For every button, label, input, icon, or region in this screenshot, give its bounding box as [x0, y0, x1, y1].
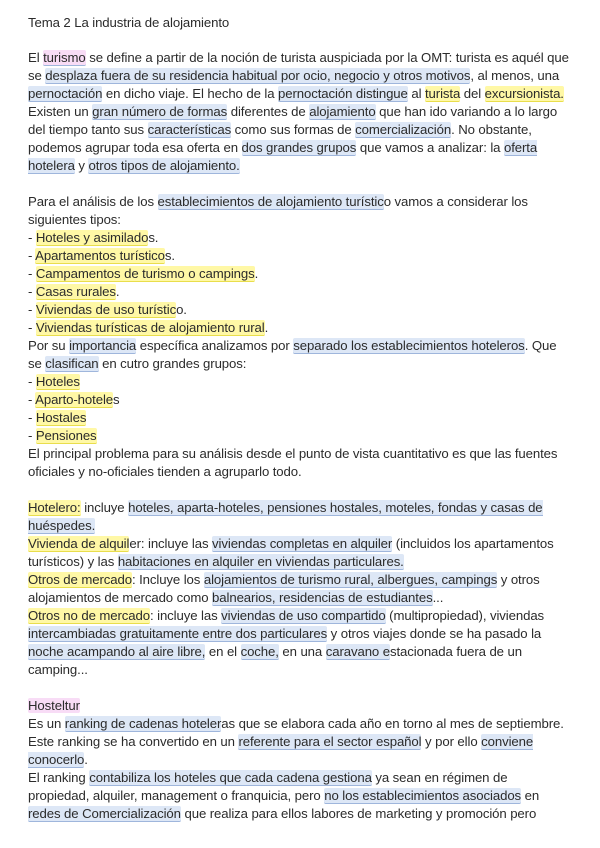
accommodation-types-list — [28, 229, 572, 337]
text: y otros alojamientos de mercado como — [28, 572, 540, 605]
bullet: - — [28, 266, 36, 281]
highlight: separado los establecimientos hoteleros — [293, 338, 525, 353]
highlight: comercialización — [355, 122, 452, 137]
text: ... — [432, 590, 444, 605]
highlight: Hostales — [35, 410, 87, 425]
hosteltur-heading — [28, 697, 572, 715]
text: que vamos a analizar: la — [356, 140, 504, 155]
highlight: alojamientos de turismo rural, albergues, campings — [203, 572, 498, 587]
text: er: incluye las — [129, 536, 213, 551]
bullet: - — [28, 284, 36, 299]
highlight: características — [147, 122, 232, 137]
highlight: Casas rurales — [35, 284, 116, 299]
text: que han ido variando a lo largo del tiempo tanto sus — [28, 104, 558, 137]
spacer — [28, 481, 572, 499]
highlight: Apartamentos turístico — [35, 248, 165, 263]
highlight: alojamiento — [309, 104, 376, 119]
text: . — [84, 752, 88, 767]
text: (incluidos los apartamentos turísticos) y las — [28, 536, 554, 569]
highlight: Vivienda de alquil — [28, 536, 130, 551]
highlight: hoteles, aparta-hoteles, pensiones hostales, moteles, fondas y casas de huéspedes. — [28, 500, 543, 533]
text: Es un — [28, 716, 65, 731]
highlight: clasifican — [45, 356, 99, 371]
text: . Que se — [28, 338, 557, 371]
highlight: Otros de mercado — [28, 572, 132, 587]
text: , al menos, una — [470, 68, 560, 83]
highlight: viviendas completas en alquiler — [212, 536, 393, 551]
highlight: dos grandes grupos — [241, 140, 357, 155]
highlight: Campamentos de turismo o campings — [35, 266, 255, 281]
highlight: pernoctación distingue — [278, 86, 408, 101]
highlight: excursionista. — [484, 86, 564, 101]
highlight: Hoteles — [35, 374, 80, 389]
text: o. — [176, 302, 187, 317]
highlight: establecimientos de alojamiento turístic — [157, 194, 384, 209]
text: y por ello — [421, 734, 482, 749]
list-item — [28, 373, 572, 391]
bullet: - — [28, 248, 36, 263]
intro-paragraph — [28, 49, 572, 175]
spacer — [28, 175, 572, 193]
highlight: Otros no de mercado — [28, 608, 150, 623]
text: (multipropiedad), viviendas — [385, 608, 545, 623]
text: o vamos a considerar los siguientes tipos: — [28, 194, 528, 227]
highlight: desplaza fuera de su residencia habitual por ocio, negocio y otros motivos — [45, 68, 471, 83]
list-item — [28, 301, 572, 319]
list-item — [28, 319, 572, 337]
highlight: viviendas de uso compartido — [221, 608, 386, 623]
text: : incluye las — [149, 608, 222, 623]
spacer — [28, 679, 572, 697]
text: . — [254, 266, 259, 281]
bullet: - — [28, 374, 36, 389]
highlight: Viviendas de uso turístic — [35, 302, 177, 317]
highlight: contabiliza los hoteles que cada cadena gestiona — [89, 770, 372, 785]
bullet: - — [28, 410, 36, 425]
text: . — [264, 320, 269, 335]
category-hotelero — [28, 499, 572, 535]
highlight: turista — [424, 86, 461, 101]
text: Por su — [28, 338, 70, 353]
list-item — [28, 247, 572, 265]
text: s. — [164, 248, 175, 263]
list-item — [28, 427, 572, 445]
highlight: otros tipos de alojamiento. — [88, 158, 240, 173]
highlight: importancia — [69, 338, 137, 353]
text: El — [28, 50, 44, 65]
text: ya sean en régimen de propiedad, alquiler, management o franquicia, pero — [28, 770, 508, 803]
highlight: no los establecimientos asociados — [324, 788, 522, 803]
bullet: - — [28, 302, 36, 317]
text: en una — [278, 644, 326, 659]
list-item — [28, 229, 572, 247]
text: en dicho viaje. El hecho de la — [102, 86, 279, 101]
text: . — [115, 284, 120, 299]
text: Existen un — [28, 104, 93, 119]
text: El ranking — [28, 770, 90, 785]
list-item — [28, 283, 572, 301]
text: s — [113, 392, 120, 407]
bullet: - — [28, 320, 36, 335]
ranking-paragraph — [28, 769, 572, 823]
text: . No obstante, podemos agrupar toda esa oferta en — [28, 122, 532, 155]
category-otros-mercado — [28, 571, 572, 607]
highlight: intercambiadas gratuitamente entre dos particulares — [28, 626, 328, 641]
text: Para el análisis de los — [28, 194, 158, 209]
highlight: Hoteles y asimilado — [35, 230, 149, 245]
text: : Incluye los — [131, 572, 204, 587]
page-title: Tema 2 La industria de alojamiento — [28, 15, 230, 30]
text: al — [407, 86, 425, 101]
list-item — [28, 265, 572, 283]
highlight: conviene conocerlo — [28, 734, 534, 767]
highlight: gran número de formas — [92, 104, 228, 119]
highlight: habitaciones en alquiler en viviendas particulares. — [117, 554, 404, 569]
text: del — [460, 86, 485, 101]
highlight: noche acampando al aire libre, — [28, 644, 206, 659]
text: y otros viajes donde se ha pasado la — [327, 626, 542, 641]
text: diferentes de — [227, 104, 310, 119]
text: incluye — [80, 500, 129, 515]
importance-paragraph — [28, 337, 572, 373]
highlight: redes de Comercialización — [28, 806, 181, 821]
bullet: - — [28, 392, 36, 407]
text: en — [521, 788, 540, 803]
bullet: - — [28, 428, 36, 443]
text: y — [74, 158, 89, 173]
highlight: Pensiones — [35, 428, 97, 443]
highlight: pernoctación — [28, 86, 103, 101]
text: como sus formas de — [231, 122, 356, 137]
category-otros-no-mercado — [28, 607, 572, 679]
highlight: referente para el sector español — [238, 734, 422, 749]
problem-paragraph: El principal problema para su análisis desde el punto de vista cuantitativo es que las fuentes oficiales y no-oficiales tienden a agruparlo todo. — [28, 446, 558, 479]
highlight: Hotelero: — [28, 500, 81, 515]
hosteltur-paragraph — [28, 715, 572, 769]
highlight: turismo — [43, 50, 86, 65]
list-item — [28, 391, 572, 409]
bullet: - — [28, 230, 36, 245]
highlight: coche, — [240, 644, 279, 659]
analysis-paragraph — [28, 193, 572, 229]
highlight: balnearios, residencias de estudiantes — [212, 590, 433, 605]
highlight: Viviendas turísticas de alojamiento rural — [35, 320, 265, 335]
highlight: Aparto-hotele — [35, 392, 114, 407]
hotel-groups-list — [28, 373, 572, 445]
text: s. — [148, 230, 159, 245]
text: que realiza para ellos labores de marketing y promoción pero — [180, 806, 537, 821]
list-item — [28, 409, 572, 427]
text: as que se elabora cada año en torno al mes de septiembre. Este ranking se ha convertido en un — [28, 716, 564, 749]
text: específica analizamos por — [136, 338, 294, 353]
highlight: Hosteltur — [28, 698, 80, 713]
highlight: caravano e — [325, 644, 390, 659]
category-vivienda — [28, 535, 572, 571]
highlight: ranking de cadenas hoteler — [64, 716, 222, 731]
highlight: oferta hotelera — [28, 140, 538, 173]
text: se define a partir de la noción de turista auspiciada por la OMT: turista es aquél que se — [28, 50, 569, 83]
text: en el — [205, 644, 241, 659]
text: en cutro grandes grupos: — [98, 356, 247, 371]
text: stacionada fuera de un camping... — [28, 644, 522, 677]
